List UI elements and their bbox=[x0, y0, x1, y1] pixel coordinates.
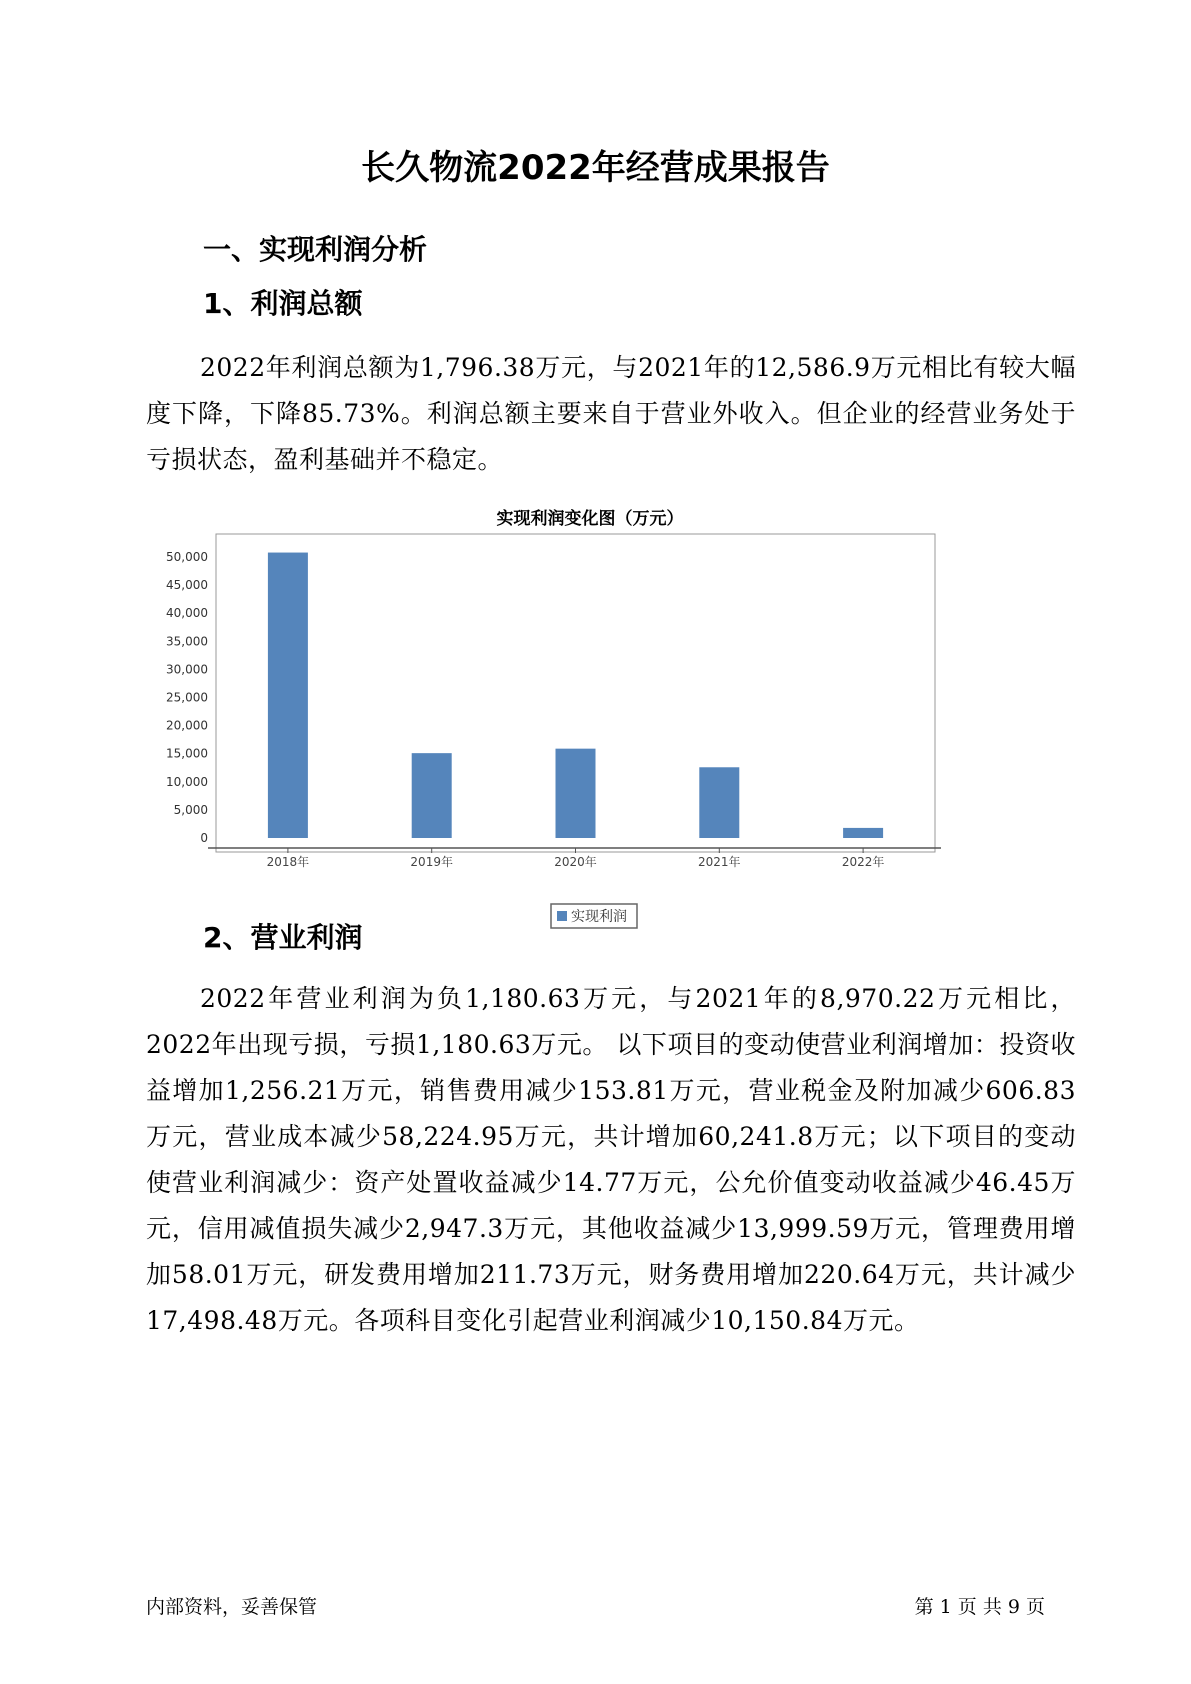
subheading-total-profit: 1、利润总额 bbox=[203, 287, 363, 320]
y-tick-label: 25,000 bbox=[166, 690, 208, 705]
page-title: 长久物流2022年经营成果报告 bbox=[361, 148, 830, 188]
y-tick-label: 45,000 bbox=[166, 578, 208, 593]
x-tick-label: 2021年 bbox=[698, 855, 741, 869]
y-tick-label: 20,000 bbox=[166, 718, 208, 733]
bar bbox=[268, 553, 308, 838]
y-tick-label: 15,000 bbox=[166, 746, 208, 761]
subheading-operating-profit: 2、营业利润 bbox=[203, 921, 363, 954]
legend-swatch bbox=[557, 911, 567, 921]
y-tick-label: 30,000 bbox=[166, 662, 208, 677]
bar bbox=[556, 749, 596, 838]
footer-page-number: 第 1 页 共 9 页 bbox=[914, 1596, 1045, 1618]
y-tick-label: 50,000 bbox=[166, 550, 208, 565]
y-tick-label: 35,000 bbox=[166, 634, 208, 649]
chart-title: 实现利润变化图（万元） bbox=[496, 509, 684, 529]
profit-chart bbox=[140, 494, 1040, 954]
chart-legend bbox=[551, 904, 637, 928]
y-tick-label: 40,000 bbox=[166, 606, 208, 621]
chart-y-tick-labels bbox=[166, 550, 208, 845]
x-tick-label: 2020年 bbox=[554, 855, 597, 869]
y-tick-label: 10,000 bbox=[166, 774, 208, 789]
y-tick-label: 0 bbox=[200, 831, 208, 845]
x-tick-label: 2019年 bbox=[410, 855, 453, 869]
y-tick-label: 5,000 bbox=[173, 802, 208, 817]
section-heading-profit-analysis: 一、实现利润分析 bbox=[203, 233, 428, 266]
paragraph-operating-profit: 2022年营业利润为负1,180.63万元，与2021年的8,970.22万元相比，2022年出现亏损，亏损1,180.63万元。 以下项目的变动使营业利润增加：投资收益增加1,256.21万元，销售费用减少153.81万元，营业税金及附加减少606.83万元，营业成本减少58,224.95万元，共计增加60,241.8万元；以下项目的变动使营业利润减少：资产处置收益减少14.77万元，公允价值变动收益减少46.45万元，信用减值损失减少2,947.3万元，其他收益减少13,999.59万元，管理费用增加58.01万元，研发费用增加211.73万元，财务费用增加220.64万元，共计减少17,498.48万元。各项科目变化引起营业利润减少10,150.84万元。 bbox=[146, 984, 1076, 1335]
paragraph-total-profit: 2022年利润总额为1,796.38万元，与2021年的12,586.9万元相比有较大幅度下降，下降85.73%。利润总额主要来自于营业外收入。但企业的经营业务处于亏损状态，盈利基础并不稳定。 bbox=[146, 353, 1076, 474]
bar bbox=[843, 828, 883, 838]
bar bbox=[699, 767, 739, 838]
x-tick-label: 2022年 bbox=[841, 855, 885, 869]
footer-confidential-note: 内部资料，妥善保管 bbox=[146, 1596, 318, 1618]
chart-x-tick-labels bbox=[267, 854, 885, 869]
legend-label: 实现利润 bbox=[571, 909, 627, 925]
x-tick-label: 2018年 bbox=[266, 855, 310, 869]
bar bbox=[412, 753, 452, 838]
profit-chart-svg bbox=[140, 494, 1040, 954]
